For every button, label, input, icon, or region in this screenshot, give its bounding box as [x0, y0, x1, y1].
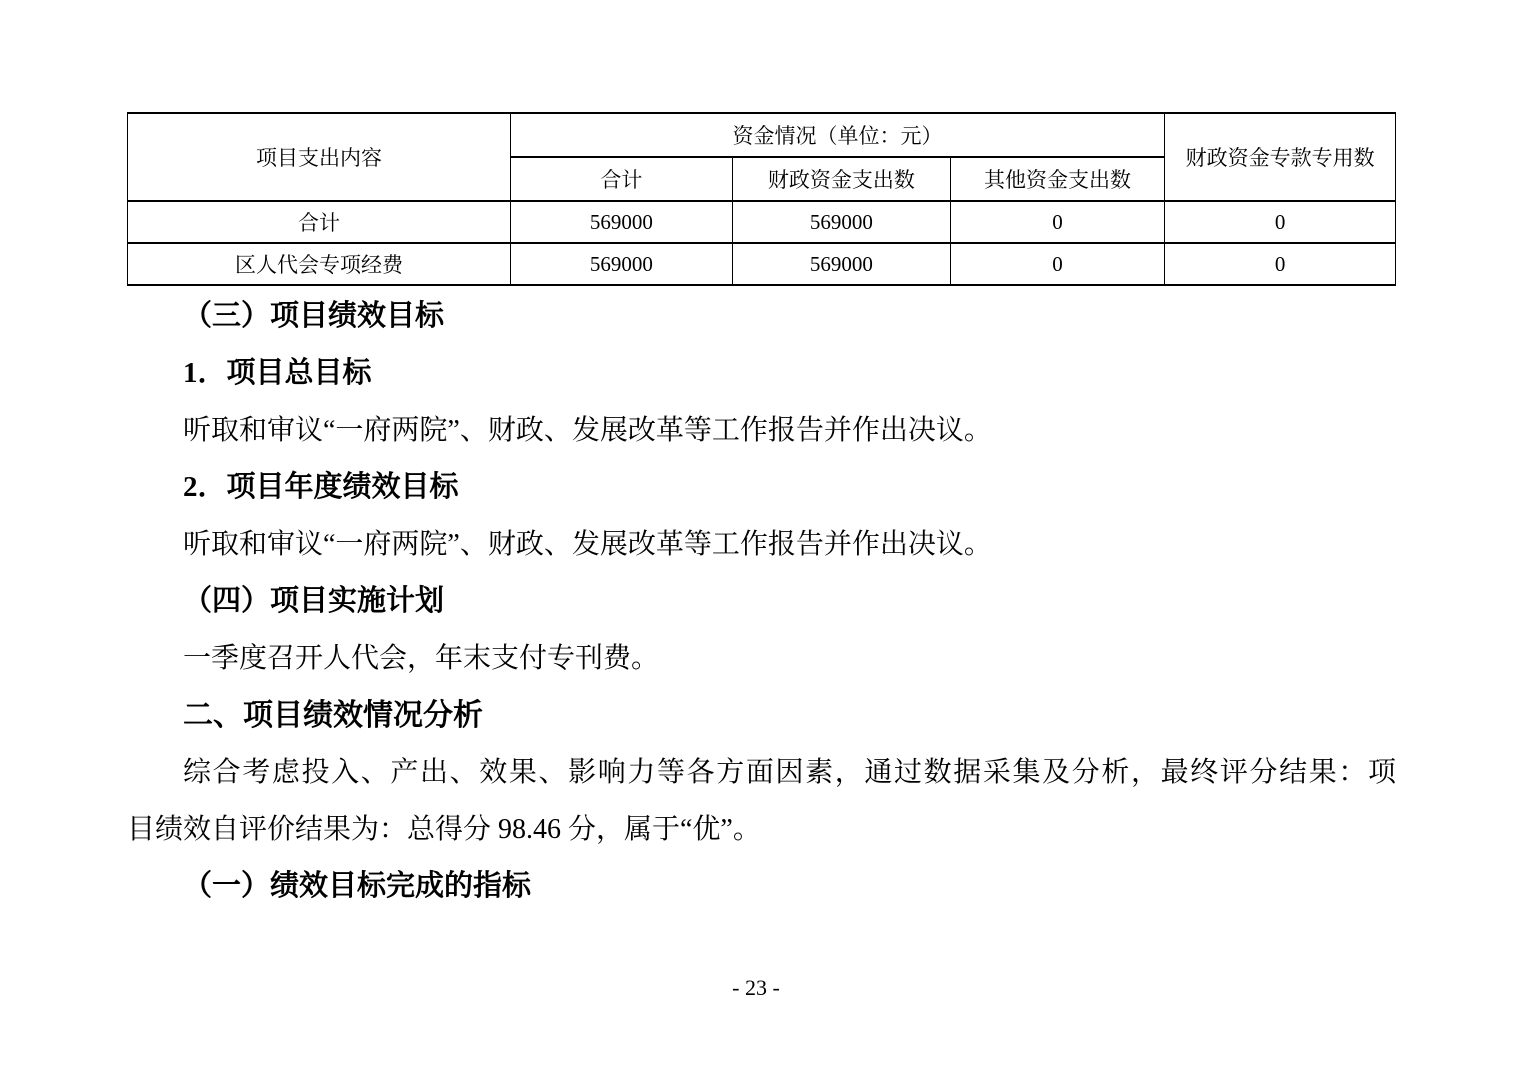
paragraph-analysis-line-1: 综合考虑投入、产出、效果、影响力等各方面因素，通过数据采集及分析，最终评分结果：项	[183, 757, 1396, 788]
heading-part-2-performance-analysis: 二、项目绩效情况分析	[183, 699, 483, 732]
heading-annual-goal: 2．项目年度绩效目标	[183, 471, 459, 503]
header-cell-other: 其他资金支出数	[950, 157, 1164, 201]
heading-section-3-performance-goals: （三）项目绩效目标	[183, 300, 445, 332]
header-cell-item: 项目支出内容	[128, 113, 511, 201]
paragraph-overall-goal: 听取和审议“一府两院”、财政、发展改革等工作报告并作出决议。	[183, 415, 992, 446]
header-cell-special-use: 财政资金专款专用数	[1165, 113, 1396, 201]
paragraph-analysis-line-2: 目绩效自评价结果为：总得分 98.46 分，属于“优”。	[127, 814, 761, 845]
heading-section-4-implementation-plan: （四）项目实施计划	[183, 585, 445, 617]
cell-special: 0	[1165, 243, 1396, 285]
cell-fiscal: 569000	[732, 243, 950, 285]
header-cell-total: 合计	[510, 157, 732, 201]
cell-item: 区人代会专项经费	[128, 243, 511, 285]
cell-other: 0	[950, 201, 1164, 243]
table-header-row-1	[128, 113, 1396, 157]
cell-special: 0	[1165, 201, 1396, 243]
page-number: - 23 -	[732, 975, 780, 1000]
cell-fiscal: 569000	[732, 201, 950, 243]
budget-table	[127, 112, 1396, 286]
heading-section-1-goal-completion-indicators: （一）绩效目标完成的指标	[183, 870, 532, 902]
header-cell-funds-group: 资金情况（单位：元）	[510, 113, 1164, 157]
cell-other: 0	[950, 243, 1164, 285]
heading-overall-goal: 1．项目总目标	[183, 357, 372, 389]
paragraph-implementation-plan: 一季度召开人代会，年末支付专刊费。	[183, 643, 660, 674]
cell-total: 569000	[510, 201, 732, 243]
paragraph-annual-goal: 听取和审议“一府两院”、财政、发展改革等工作报告并作出决议。	[183, 529, 992, 560]
cell-total: 569000	[510, 243, 732, 285]
table-row-total	[128, 201, 1396, 243]
table-row-npc-special-fund	[128, 243, 1396, 285]
cell-item: 合计	[128, 201, 511, 243]
body-text	[127, 288, 1396, 915]
header-cell-fiscal: 财政资金支出数	[732, 157, 950, 201]
page-content	[127, 112, 1396, 915]
